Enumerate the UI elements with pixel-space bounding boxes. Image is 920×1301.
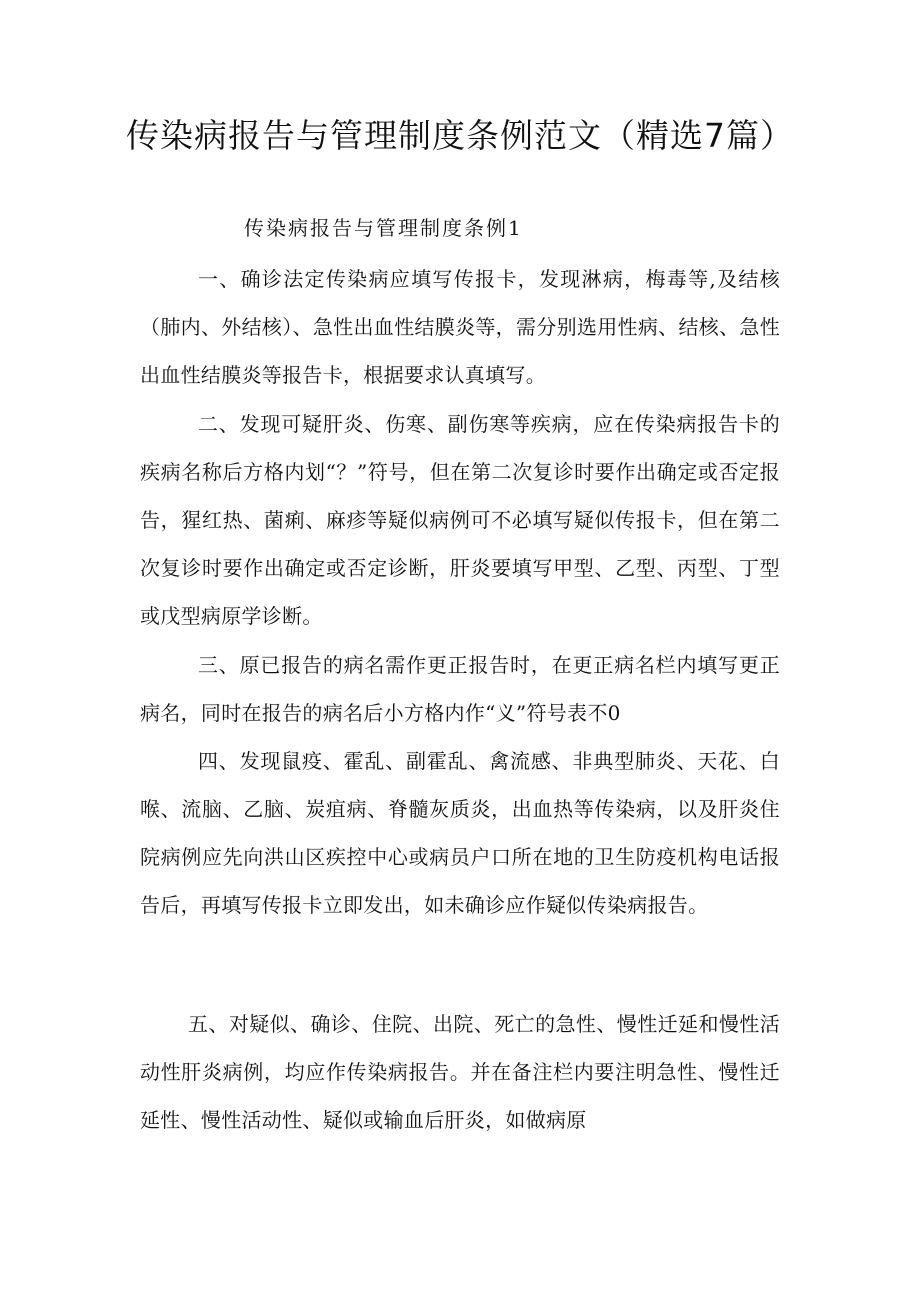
section-heading: 传染病报告与管理制度条例1 <box>244 216 523 240</box>
document-title: 传染病报告与管理制度条例范文（精选7篇） <box>126 116 794 155</box>
paragraph-4: 四、发现鼠疫、霍乱、副霍乱、禽流感、非典型肺炎、天花、白喉、流脑、乙脑、炭疽病、脊髓灰质炎，出血热等传染病，以及肝炎住院病例应先向洪山区疾控中心或病员户口所在地的卫生防疫机构电话报告后，再填写传报卡立即发出，如未确诊应作疑似传染病报告。 <box>140 749 780 917</box>
paragraph-3: 三、原已报告的病名需作更正报告时，在更正病名栏内填写更正病名，同时在报告的病名后小方格内作“义”符号表不0 <box>140 653 780 725</box>
paragraph-2: 二、发现可疑肝炎、伤寒、副伤寒等疾病，应在传染病报告卡的疾病名称后方格内划“？”符号，但在第二次复诊时要作出确定或否定报告，猩红热、菌痢、麻疹等疑似病例可不必填写疑似传报卡，但在第二次复诊时要作出确定或否定诊断，肝炎要填写甲型、乙型、丙型、丁型或戊型病原学诊断。 <box>140 412 780 628</box>
paragraph-1: 一、确诊法定传染病应填写传报卡，发现淋病，梅毒等,及结核（肺内、外结核）、急性出血性结膜炎等，需分别选用性病、结核、急性出血性结膜炎等报告卡，根据要求认真填写。 <box>140 267 780 387</box>
paragraph-5: 五、对疑似、确诊、住院、出院、死亡的急性、慢性迁延和慢性活动性肝炎病例，均应作传染病报告。并在备注栏内要注明急性、慢性迁延性、慢性活动性、疑似或输血后肝炎，如做病原 <box>140 1012 780 1132</box>
